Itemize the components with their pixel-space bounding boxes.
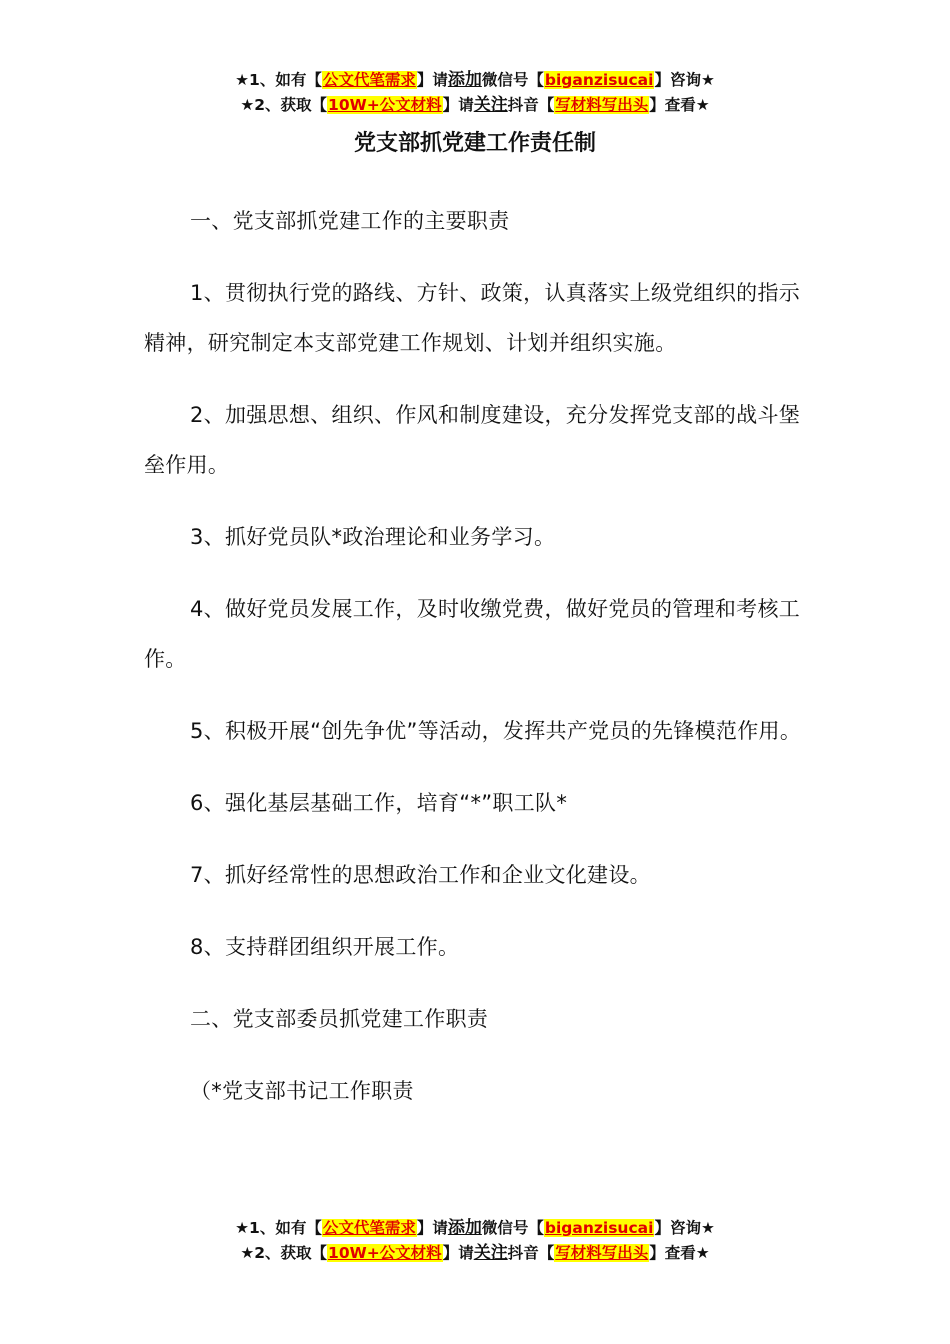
paragraph: 3、抓好党员队*政治理论和业务学习。 xyxy=(190,525,556,549)
section-heading-1: 一、党支部抓党建工作的主要职责 xyxy=(190,209,510,233)
document-body xyxy=(144,196,810,1138)
paragraph: 7、抓好经常性的思想政治工作和企业文化建设。 xyxy=(190,863,651,887)
paragraph: 8、支持群团组织开展工作。 xyxy=(190,935,460,959)
service-highlight: 公文代笔需求 xyxy=(322,1219,416,1237)
bottom-banner xyxy=(0,1216,950,1266)
materials-highlight: 10W+公文材料 xyxy=(328,1244,442,1262)
document-title: 党支部抓党建工作责任制 xyxy=(353,131,596,156)
paragraph: 6、强化基层基础工作，培育“*”职工队* xyxy=(190,791,568,815)
paragraph: 2、加强思想、组织、作风和制度建设，充分发挥党支部的战斗堡垒作用。 xyxy=(144,403,801,477)
wechat-id-highlight: biganzisucai xyxy=(544,1219,654,1237)
banner-line-1: ★1、如有【公文代笔需求】请添加微信号【biganzisucai】咨询★ xyxy=(235,1218,715,1238)
douyin-highlight: 写材料写出头 xyxy=(555,96,649,114)
wechat-id-highlight: biganzisucai xyxy=(544,71,654,89)
section-heading-2: 二、党支部委员抓党建工作职责 xyxy=(190,1007,489,1031)
banner-line-1: ★1、如有【公文代笔需求】请添加微信号【biganzisucai】咨询★ xyxy=(235,70,715,90)
paragraph: 4、做好党员发展工作，及时收缴党费，做好党员的管理和考核工作。 xyxy=(144,597,801,671)
douyin-highlight: 写材料写出头 xyxy=(555,1244,649,1262)
banner-line-2: ★2、获取【10W+公文材料】请关注抖音【写材料写出头】查看★ xyxy=(240,1243,710,1263)
paragraph: 5、积极开展“创先争优”等活动，发挥共产党员的先锋模范作用。 xyxy=(190,719,802,743)
paragraph: （*党支部书记工作职责 xyxy=(190,1079,414,1103)
materials-highlight: 10W+公文材料 xyxy=(328,96,442,114)
paragraph: 1、贯彻执行党的路线、方针、政策，认真落实上级党组织的指示精神，研究制定本支部党建工作规划、计划并组织实施。 xyxy=(144,281,801,355)
top-banner xyxy=(0,68,950,118)
service-highlight: 公文代笔需求 xyxy=(322,71,416,89)
banner-line-2: ★2、获取【10W+公文材料】请关注抖音【写材料写出头】查看★ xyxy=(240,95,710,115)
